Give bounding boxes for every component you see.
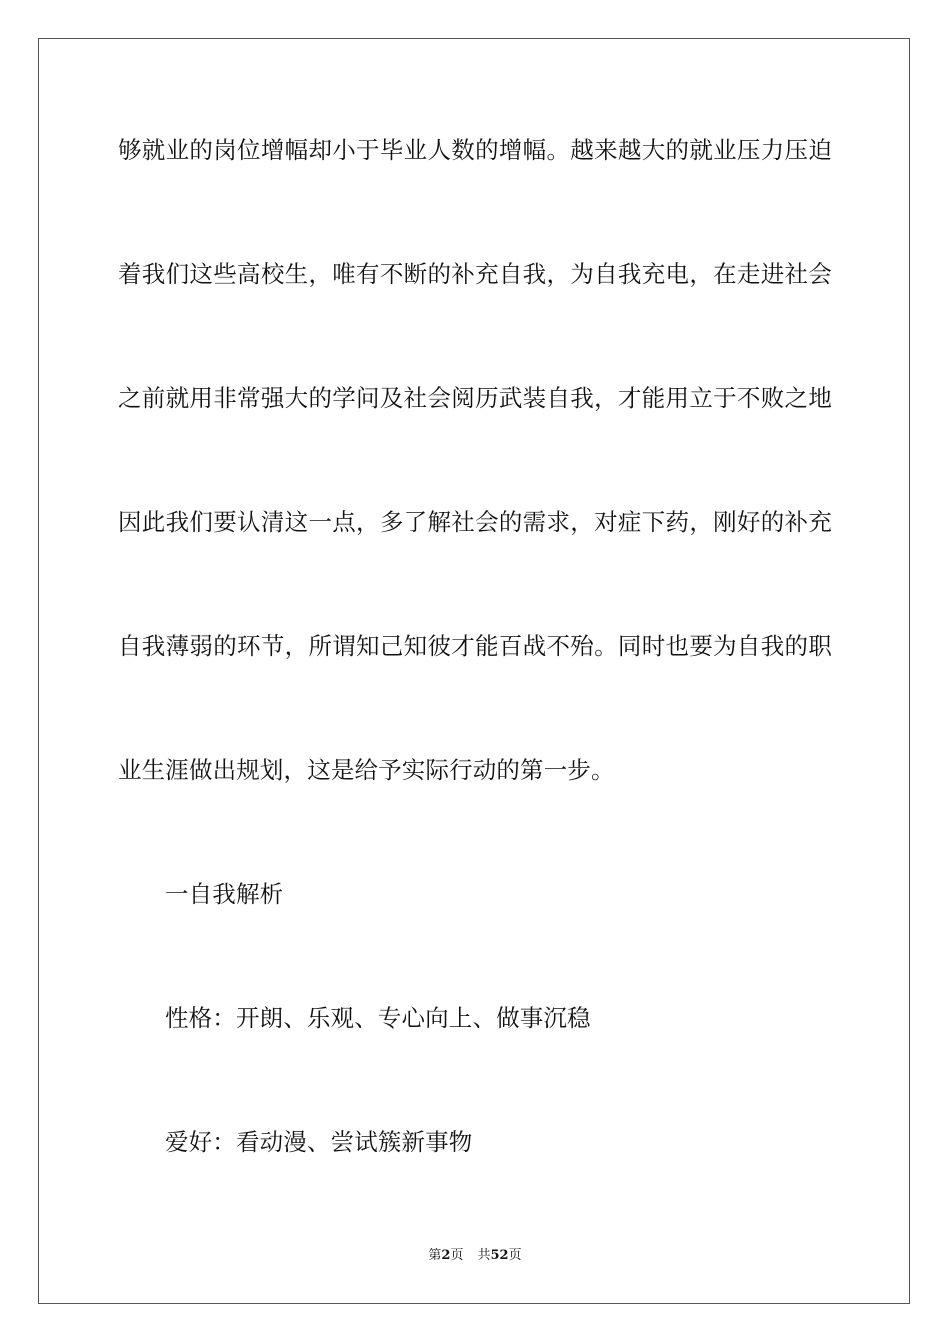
body-text-line-6: 业生涯做出规划，这是给予实际行动的第一步。: [118, 756, 615, 784]
footer-total-pages: 52: [490, 1248, 509, 1263]
footer-total-suffix: 页: [508, 1248, 522, 1263]
footer-page-suffix: 页: [450, 1248, 464, 1263]
page-border: [38, 38, 910, 1304]
page-footer: [0, 1247, 950, 1265]
hobbies-line: 爱好：看动漫、尝试簇新事物: [165, 1128, 473, 1156]
body-text-line-3: 之前就用非常强大的学问及社会阅历武装自我，才能用立于不败之地: [118, 384, 832, 412]
footer-page-prefix: 第: [428, 1248, 442, 1263]
footer-page-number: 2: [441, 1248, 451, 1263]
body-text-line-4: 因此我们要认清这一点，多了解社会的需求，对症下药，刚好的补充: [118, 508, 832, 536]
section-heading: 一自我解析: [165, 880, 284, 908]
body-text-line-5: 自我薄弱的环节，所谓知己知彼才能百战不殆。同时也要为自我的职: [118, 632, 832, 660]
body-text-line-1: 够就业的岗位增幅却小于毕业人数的增幅。越来越大的就业压力压迫: [118, 136, 832, 164]
footer-total-prefix: 共: [477, 1248, 491, 1263]
personality-line: 性格：开朗、乐观、专心向上、做事沉稳: [165, 1004, 591, 1032]
body-text-line-2: 着我们这些高校生，唯有不断的补充自我，为自我充电，在走进社会: [118, 260, 832, 288]
